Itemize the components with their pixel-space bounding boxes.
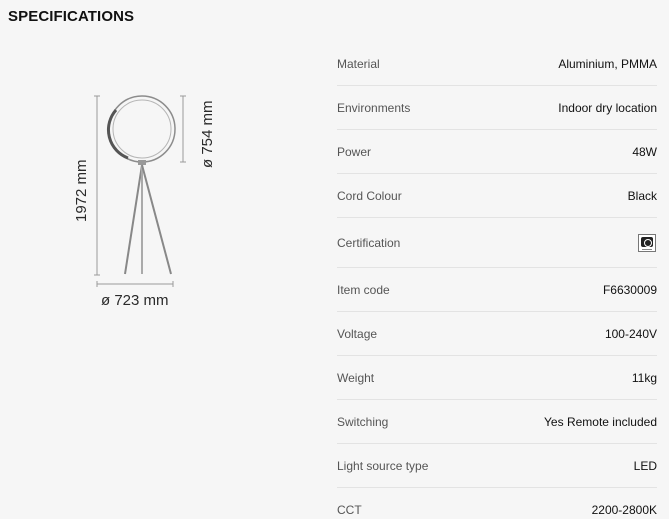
certification-mark-icon xyxy=(638,234,656,252)
spec-value: 2200-2800K xyxy=(591,502,657,517)
spec-label: Item code xyxy=(337,282,390,297)
spec-value: 100-240V xyxy=(604,326,657,341)
base-diameter-label: ø 723 mm xyxy=(101,292,169,309)
tripod-leg-right xyxy=(142,165,171,274)
section-heading: SPECIFICATIONS xyxy=(8,8,135,25)
spec-row-light-source-type xyxy=(337,444,657,488)
spec-label: Cord Colour xyxy=(337,188,402,203)
spec-value: 48W xyxy=(632,144,657,159)
spec-value: LED xyxy=(633,458,657,473)
spec-label: Weight xyxy=(337,370,375,385)
spec-label: Environments xyxy=(337,100,411,115)
spec-value: Black xyxy=(627,188,657,203)
spec-row-environments xyxy=(337,86,657,130)
spec-row-item-code xyxy=(337,268,657,312)
spec-row-cct xyxy=(337,488,657,519)
specifications-table xyxy=(337,42,657,519)
spec-row-material xyxy=(337,42,657,86)
spec-label: CCT xyxy=(337,502,362,517)
head-diameter-label: ø 754 mm xyxy=(199,100,216,168)
spec-label: Power xyxy=(337,144,372,159)
spec-label: Certification xyxy=(337,235,401,250)
spec-row-switching xyxy=(337,400,657,444)
spec-row-certification xyxy=(337,218,657,268)
spec-value: F6630009 xyxy=(602,282,657,297)
spec-label: Material xyxy=(337,56,380,71)
spec-value: Aluminium, PMMA xyxy=(558,56,657,71)
spec-label: Light source type xyxy=(337,458,429,473)
spec-row-cord-colour xyxy=(337,174,657,218)
lamp-diffuser-arc xyxy=(108,110,128,158)
spec-label: Voltage xyxy=(337,326,378,341)
spec-value: 11kg xyxy=(631,370,657,385)
height-dimension-label: 1972 mm xyxy=(73,159,90,222)
spec-row-power xyxy=(337,130,657,174)
spec-value: Yes Remote included xyxy=(544,414,657,429)
spec-label: Switching xyxy=(337,414,389,429)
spec-row-voltage xyxy=(337,312,657,356)
spec-row-weight xyxy=(337,356,657,400)
tripod-leg-left xyxy=(125,165,142,274)
spec-value: Indoor dry location xyxy=(558,100,657,115)
